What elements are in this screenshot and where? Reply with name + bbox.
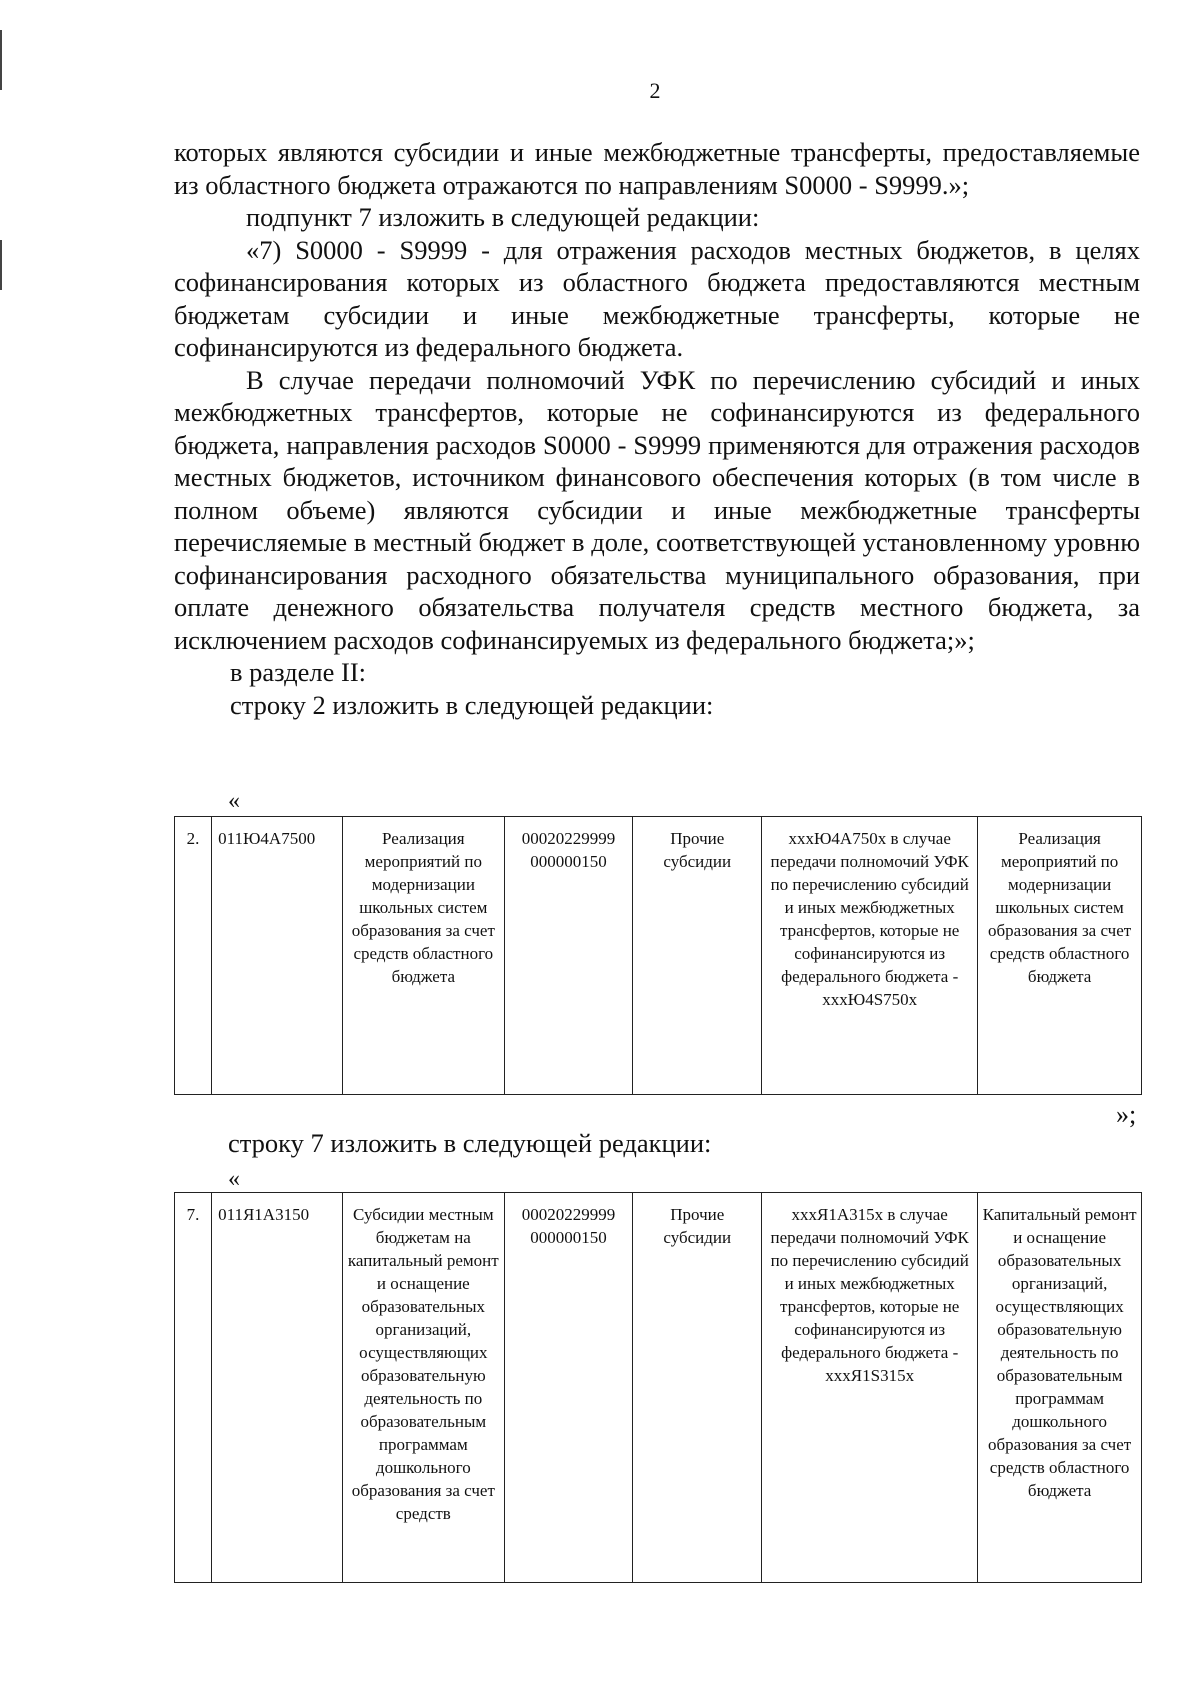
table-row: [175, 1193, 1142, 1583]
cell-type: Прочие субсидии: [633, 817, 762, 1095]
table-row: [175, 817, 1142, 1095]
cell-code: 011Я1А3150: [212, 1193, 343, 1583]
cell-direction: xxxЯ1А315x в случае передачи полномочий УФК по перечислению субсидий и иных межбюджетных трансфертов, которые не софинансируются из федерального бюджета - xxxЯ1S315x: [762, 1193, 978, 1583]
cell-purpose: Реализация мероприятий по модернизации школьных систем образования за счет средств областного бюджета: [978, 817, 1142, 1095]
paragraph: которых являются субсидии и иные межбюджетные трансферты, предоставляемые из областного бюджета отражаются по направлениям S0000 - S9999.»;: [174, 137, 1140, 200]
paragraph: подпункт 7 изложить в следующей редакции:: [246, 202, 760, 232]
table-row-7: [174, 1192, 1142, 1583]
paragraph: «7) S0000 - S9999 - для отражения расходов местных бюджетов, в целях софинансирования которых из областного бюджета предоставляются местным бюджетам субсидии и иные межбюджетные трансферты, которые не софинансируются из федерального бюджета.: [174, 234, 1140, 362]
line7-label: строку 7 изложить в следующей редакции:: [228, 1128, 712, 1158]
quote-open: «: [228, 788, 240, 814]
body-text: [174, 136, 1140, 721]
quote-close: »;: [1116, 1100, 1137, 1129]
scan-edge-mark: [0, 240, 2, 290]
paragraph: в разделе II:: [230, 657, 367, 687]
table-row-2: [174, 816, 1142, 1095]
quote-open: «: [228, 1166, 240, 1192]
cell-number: 2.: [175, 817, 212, 1095]
cell-kbk: 00020229999 000000150: [504, 817, 633, 1095]
cell-code: 011Ю4А7500: [212, 817, 343, 1095]
paragraph: строку 2 изложить в следующей редакции:: [230, 689, 714, 720]
page-number: 2: [649, 78, 661, 103]
cell-kbk: 00020229999 000000150: [504, 1193, 633, 1583]
cell-purpose: Капитальный ремонт и оснащение образовательных организаций, осуществляющих образовательную деятельность по образовательным программам дошкольного образования за счет средств областного бюджета: [978, 1193, 1142, 1583]
cell-number: 7.: [175, 1193, 212, 1583]
cell-type: Прочие субсидии: [633, 1193, 762, 1583]
cell-name: Реализация мероприятий по модернизации школьных систем образования за счет средств областного бюджета: [343, 817, 505, 1095]
cell-direction: xxxЮ4А750x в случае передачи полномочий УФК по перечислению субсидий и иных межбюджетных трансфертов, которые не софинансируются из федерального бюджета - xxxЮ4S750x: [762, 817, 978, 1095]
cell-name: Субсидии местным бюджетам на капитальный ремонт и оснащение образовательных организаций, осуществляющих образовательную деятельность по образовательным программам дошкольного образования за счет средств: [343, 1193, 505, 1583]
paragraph: В случае передачи полномочий УФК по перечислению субсидий и иных межбюджетных трансфертов, которые не софинансируются из федерального бюджета, направления расходов S0000 - S9999 применяются для отражения расходов местных бюджетов, источником финансового обеспечения которых (в том числе в полном объеме) являются субсидии и иные межбюджетные трансферты перечисляемые в местный бюджет в доле, соответствующей установленному уровню софинансирования расходного обязательства муниципального образования, при оплате денежного обязательства получателя средств местного бюджета, за исключением расходов софинансируемых из федерального бюджета;»;: [174, 364, 1140, 655]
